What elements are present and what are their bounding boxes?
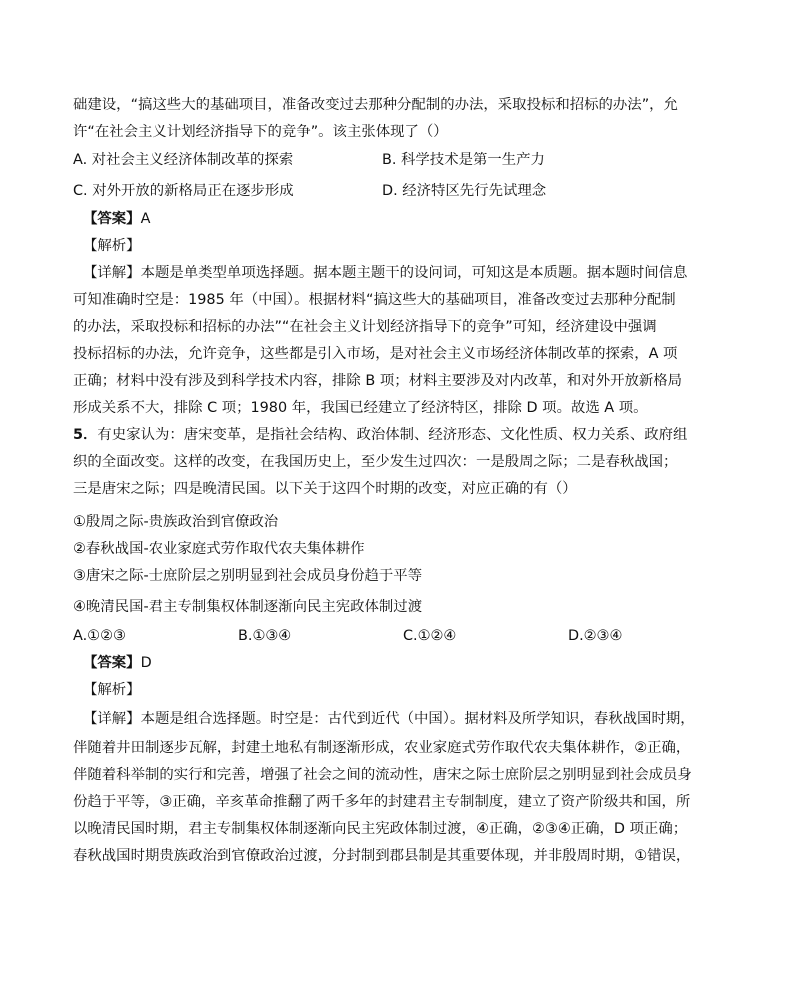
q4-option-a: A. 对社会主义经济体制改革的探索 (73, 152, 294, 168)
q5-item-3: ③唐宋之际-士庶阶层之别明显到社会成员身份趋于平等 (73, 568, 423, 584)
q5-option-b: B.①③④ (238, 628, 292, 644)
q4-option-c: C. 对外开放的新格局正在逐步形成 (73, 183, 294, 199)
q5-option-c: C.①②④ (403, 628, 457, 644)
q4-detail-line-5: 正确；材料中没有涉及到科学技术内容，排除 B 项；材料主要涉及对内改革，和对外开放新格局 (73, 373, 683, 389)
q4-stem-line-2: 许“在社会主义计划经济指导下的竞争”。该主张体现了（） (73, 124, 448, 140)
detail-tag: 【详解】 (83, 265, 141, 281)
q4-option-b: B. 科学技术是第一生产力 (382, 152, 545, 168)
q5-detail-line-6: 春秋战国时期贵族政治到官僚政治过渡，分封制到郡县制是其重要体现，并非殷周时期，①错误， (73, 848, 691, 864)
q4-detail-line-1 (83, 263, 687, 283)
detail-text: 本题是组合选择题。时空是：古代到近代（中国）。据材料及所学知识，春秋战国时期， (140, 711, 695, 727)
q5-stem-line-3: 三是唐宋之际；四是晚清民国。以下关于这四个时期的改变，对应正确的有（） (73, 481, 577, 497)
q5-stem-line-1 (73, 425, 687, 445)
q4-detail-line-2: 可知准确时空是：1985 年（中国）。根据材料“搞这些大的基础项目，准备改变过去那种分配制 (73, 292, 676, 308)
detail-text: 本题是单类型单项选择题。据本题主题干的设问词，可知这是本质题。据本题时间信息 (140, 265, 688, 281)
q5-stem-line-2: 织的全面改变。这样的改变，在我国历史上，至少发生过四次：一是殷周之际；二是春秋战国； (73, 454, 678, 470)
q5-detail-line-3: 伴随着科举制的实行和完善，增强了社会之间的流动性，唐宋之际士庶阶层之别明显到社会成员身 (73, 767, 692, 783)
q4-detail-line-3: 的办法，采取投标和招标的办法”“在社会主义计划经济指导下的竞争”可知，经济建设中强调 (73, 319, 657, 335)
q4-answer (83, 209, 150, 229)
q5-detail-line-5: 以晚清民国时期，君主专制集权体制逐渐向民主宪政体制过渡，④正确，②③④正确，D 项正确； (73, 821, 688, 837)
answer-value: A (140, 211, 151, 227)
q5-detail-line-1 (83, 709, 695, 729)
q5-detail-line-4: 份趋于平等，③正确，辛亥革命推翻了两千多年的封建君主专制制度，建立了资产阶级共和国，所 (73, 794, 691, 810)
q5-item-2: ②春秋战国-农业家庭式劳作取代农夫集体耕作 (73, 541, 365, 557)
q5-answer (83, 653, 152, 673)
q5-option-d: D.②③④ (568, 628, 623, 644)
q4-option-d: D. 经济特区先行先试理念 (382, 183, 547, 199)
q5-analysis-tag: 【解析】 (83, 682, 141, 698)
q4-detail-line-6: 形成关系不大，排除 C 项；1980 年，我国已经建立了经济特区，排除 D 项。故选 A 项。 (73, 400, 648, 416)
detail-tag: 【详解】 (83, 711, 141, 727)
answer-tag: 【答案】 (83, 211, 141, 227)
q5-item-1: ①殷周之际-贵族政治到官僚政治 (73, 514, 279, 530)
stem-text: 有史家认为：唐宋变革，是指社会结构、政治体制、经济形态、文化性质、权力关系、政府组 (97, 427, 688, 443)
q5-detail-line-2: 伴随着井田制逐步瓦解，封建土地私有制逐渐形成，农业家庭式劳作取代农夫集体耕作，②正确， (73, 740, 691, 756)
q4-analysis-tag: 【解析】 (83, 238, 141, 254)
answer-value: D (140, 655, 152, 671)
answer-tag: 【答案】 (83, 655, 141, 671)
q4-detail-line-4: 投标招标的办法，允许竞争，这些都是引入市场，是对社会主义市场经济体制改革的探索，A 项 (73, 346, 678, 362)
question-number: 5． (73, 427, 98, 443)
q5-option-a: A.①②③ (73, 628, 126, 644)
q5-item-4: ④晚清民国-君主专制集权体制逐渐向民主宪政体制过渡 (73, 599, 423, 615)
q4-stem-line-1: 础建设，“搞这些大的基础项目，准备改变过去那种分配制的办法，采取投标和招标的办法”，允 (73, 97, 678, 113)
